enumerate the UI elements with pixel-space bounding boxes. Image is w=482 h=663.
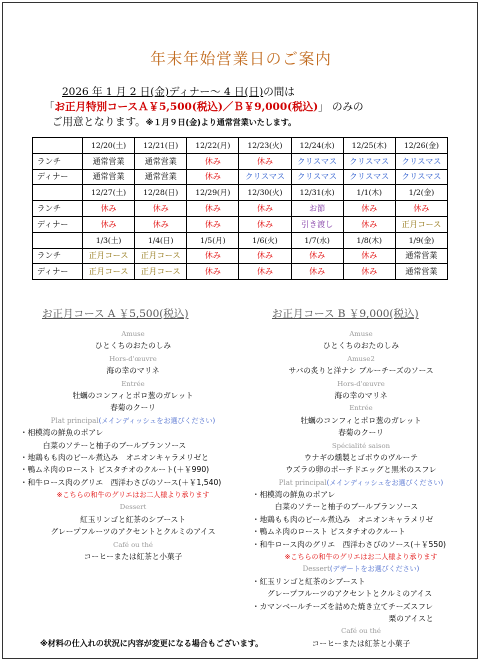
schedule-date: 1/3(土) xyxy=(83,232,135,248)
schedule-status-off: 休み xyxy=(135,216,187,232)
schedule-status-off: 休み xyxy=(187,169,239,185)
schedule-status-xmas: クリスマス xyxy=(291,153,343,169)
schedule-date: 12/24(水) xyxy=(291,138,343,154)
schedule-corner-cell xyxy=(33,232,83,248)
schedule-date: 12/25(木) xyxy=(343,138,395,154)
lunch-label: ランチ xyxy=(33,153,83,169)
menu-section-heading: Plat principal(メインディッシュをお選びください) xyxy=(278,478,444,487)
intro-bracket-close: 」 xyxy=(318,101,329,113)
menu-item: ・和牛ロース肉のグリエ 西洋わさびのソース(＋￥1,540) xyxy=(20,477,222,487)
schedule-date: 12/20(土) xyxy=(83,138,135,154)
schedule-status-xmas: クリスマス xyxy=(343,153,395,169)
schedule-status-open: 通常営業 xyxy=(135,169,187,185)
schedule-status-xmas: クリスマス xyxy=(395,153,447,169)
schedule-date-row xyxy=(33,232,448,248)
schedule-dinner-row xyxy=(33,264,448,280)
dinner-label: ディナー xyxy=(33,264,83,280)
schedule-date-row xyxy=(33,185,448,201)
menu-item: 牡蠣のコンフィとポロ葱のガレット xyxy=(72,390,194,400)
menu-section-heading: Café ou thé xyxy=(341,627,381,636)
schedule-date: 1/4(日) xyxy=(135,232,187,248)
intro-note: ※１月９日(金)より通常営業いたします。 xyxy=(145,118,297,127)
menu-item: ウナギの燻製とゴボウのヴルーテ xyxy=(304,452,418,462)
schedule-status-off: 休み xyxy=(187,216,239,232)
menu-item: グレープフルーツのアクセントとクルミのアイス xyxy=(50,527,216,537)
schedule-status-shoga: 正月コース xyxy=(135,248,187,264)
schedule-status-shoga: 正月コース xyxy=(83,248,135,264)
menu-section-heading: Amuse2 xyxy=(347,354,375,363)
menu-item: 海の幸のマリネ xyxy=(334,390,388,400)
schedule-date-row xyxy=(33,138,448,154)
schedule-date: 12/27(土) xyxy=(83,185,135,201)
menu-section-heading: Dessert(デザートをお選びください) xyxy=(302,565,420,574)
menu-section-heading: Hors-d'œuvre xyxy=(337,379,385,388)
schedule-corner-cell xyxy=(33,138,83,154)
schedule-status-off: 休み xyxy=(135,201,187,217)
schedule-date: 12/26(金) xyxy=(395,138,447,154)
schedule-status-open: 通常営業 xyxy=(395,264,447,280)
schedule-date: 1/7(水) xyxy=(291,232,343,248)
course-a-menu xyxy=(20,328,246,563)
intro-date-end: (日) xyxy=(244,86,264,98)
menu-section-heading: Entrée xyxy=(121,379,145,388)
menu-item: グレープフルーツのアクセントとクルミのアイス xyxy=(252,589,433,599)
menu-item: ・和牛ロース肉のグリエ 西洋わさびのソース(＋￥550) xyxy=(252,539,447,549)
footer-note: ※材料の仕入れの状況に内容が変更になる場合もございます。 xyxy=(40,639,264,648)
menu-item: ・鴨ムネ肉のロースト ピスタチオのクルート xyxy=(252,527,406,537)
menu-item: 海の幸のマリネ xyxy=(106,366,160,376)
schedule-status-off: 休み xyxy=(291,264,343,280)
schedule-status-shoga: 正月コース xyxy=(395,216,447,232)
menu-item: ・紅玉リンゴと紅茶のシブースト xyxy=(252,576,366,586)
menu-item: 紅玉リンゴと紅茶のシブースト xyxy=(80,514,186,524)
schedule-status-off: 休み xyxy=(187,153,239,169)
schedule-status-setsu: お節 xyxy=(291,201,343,217)
intro-line-2 xyxy=(44,99,363,114)
schedule-status-open: 通常営業 xyxy=(135,153,187,169)
menu-item: ・相模湾の鮮魚のポアレ xyxy=(20,428,104,438)
schedule-status-off: 休み xyxy=(239,216,291,232)
schedule-status-off: 休み xyxy=(239,248,291,264)
intro-line-3 xyxy=(52,114,296,129)
schedule-lunch-row xyxy=(33,201,448,217)
schedule-status-xmas: クリスマス xyxy=(239,169,291,185)
menu-section-heading: Plat principal(メインディッシュをお選びください) xyxy=(50,416,216,425)
schedule-status-off: 休み xyxy=(343,216,395,232)
schedule-date: 12/30(火) xyxy=(239,185,291,201)
schedule-date: 1/8(木) xyxy=(343,232,395,248)
schedule-date: 12/31(水) xyxy=(291,185,343,201)
schedule-dinner-row xyxy=(33,216,448,232)
schedule-status-off: 休み xyxy=(343,201,395,217)
schedule-corner-cell xyxy=(33,185,83,201)
menu-section-heading: Spécialité saison xyxy=(332,441,390,450)
schedule-status-hiki: 引き渡し xyxy=(291,216,343,232)
menu-item: ・相模湾の鮮魚のポアレ xyxy=(252,490,336,500)
menu-item: コーヒーまたは紅茶と小菓子 xyxy=(83,552,183,562)
lunch-label: ランチ xyxy=(33,248,83,264)
schedule-date: 1/6(火) xyxy=(239,232,291,248)
intro-mid: (金)ディナー〜 4 日 xyxy=(150,86,245,98)
schedule-dinner-row xyxy=(33,169,448,185)
intro-line3-text: ご用意となります。 xyxy=(52,116,146,128)
schedule-date: 12/23(火) xyxy=(239,138,291,154)
schedule-status-off: 休み xyxy=(239,153,291,169)
menu-item: 白菜のソテーと柚子のブールブランソース xyxy=(20,440,187,450)
intro-line-1 xyxy=(62,84,295,99)
schedule-status-off: 休み xyxy=(239,264,291,280)
menu-item: ・カマンベールチーズを詰めた焼き立てチーズスフレ xyxy=(252,601,434,611)
menu-section-heading: Café ou thé xyxy=(113,540,153,549)
menu-item: ・地鶏もも肉のビール煮込み オニオンキャラメリゼと xyxy=(20,452,209,462)
menu-item: ひとくちのおたのしみ xyxy=(323,341,399,351)
page-title: 年末年始営業日のご案内 xyxy=(150,50,332,68)
schedule-date: 12/21(日) xyxy=(135,138,187,154)
intro-end: の間は xyxy=(263,86,295,98)
schedule-status-xmas: クリスマス xyxy=(395,169,447,185)
intro-line2-end: のみの xyxy=(328,101,364,113)
schedule-status-off: 休み xyxy=(291,248,343,264)
menu-section-heading: Entrée xyxy=(349,404,373,413)
intro-bracket-open: 「 xyxy=(44,101,55,113)
intro-course-prices: お正月特別コースＡ￥5,500(税込)／Ｂ￥9,000(税込) xyxy=(54,101,319,113)
menu-section-heading: Amuse xyxy=(349,330,373,338)
schedule-status-off: 休み xyxy=(83,201,135,217)
menu-item: 白菜のソテーと柚子のブールブランソース xyxy=(252,502,419,512)
schedule-status-off: 休み xyxy=(187,264,239,280)
menu-item: サバの炙りと洋ナシ ブルーチーズのソース xyxy=(288,366,434,376)
schedule-status-open: 通常営業 xyxy=(83,153,135,169)
schedule-status-xmas: クリスマス xyxy=(291,169,343,185)
schedule-date: 12/29(月) xyxy=(187,185,239,201)
menu-section-heading: Dessert xyxy=(119,503,147,512)
menu-note: ※こちらの和牛のグリエはお二人様より承ります xyxy=(56,491,210,500)
schedule-status-off: 休み xyxy=(343,264,395,280)
schedule-status-shoga: 正月コース xyxy=(83,264,135,280)
schedule-status-off: 休み xyxy=(187,201,239,217)
menu-item: 牡蠣のコンフィとポロ葱のガレット xyxy=(300,415,422,425)
schedule-date: 12/28(日) xyxy=(135,185,187,201)
menu-note: ※こちらの和牛のグリエはお二人様より承ります xyxy=(284,553,438,562)
schedule-date: 1/5(月) xyxy=(187,232,239,248)
menu-item: ウズラの卵のポーチドエッグと黒米のスフレ xyxy=(285,465,437,475)
menu-item: 春菊のクーリ xyxy=(338,428,384,438)
intro-date-start: 2026 年 1 月 2 日 xyxy=(62,86,151,98)
menu-item: 栗のアイスと xyxy=(252,613,434,623)
schedule-lunch-row xyxy=(33,248,448,264)
menu-item: ・鴨ムネ肉のロースト ピスタチオのクルート(＋￥990) xyxy=(20,465,210,475)
schedule-status-open: 通常営業 xyxy=(395,248,447,264)
dinner-label: ディナー xyxy=(33,216,83,232)
schedule-status-off: 休み xyxy=(187,248,239,264)
schedule-status-open: 通常営業 xyxy=(83,169,135,185)
course-b-menu xyxy=(252,328,470,650)
schedule-status-off: 休み xyxy=(343,248,395,264)
dinner-label: ディナー xyxy=(33,169,83,185)
menu-item: ・地鶏もも肉のビール煮込み オニオンキャラメリゼ xyxy=(252,514,434,524)
menu-section-heading: Amuse xyxy=(121,330,145,338)
menu-item: ひとくちのおたのしみ xyxy=(95,341,171,351)
schedule-status-off: 休み xyxy=(395,201,447,217)
schedule-status-off: 休み xyxy=(83,216,135,232)
schedule-status-shoga: 正月コース xyxy=(135,264,187,280)
schedule-date: 1/9(金) xyxy=(395,232,447,248)
menu-section-heading: Hors-d'œuvre xyxy=(109,354,157,363)
schedule-date: 1/1(木) xyxy=(343,185,395,201)
schedule-date: 12/22(月) xyxy=(187,138,239,154)
schedule-status-xmas: クリスマス xyxy=(343,169,395,185)
schedule-status-off: 休み xyxy=(239,201,291,217)
menu-item: 春菊のクーリ xyxy=(110,403,156,413)
course-b-title: お正月コース B ￥9,000(税込) xyxy=(272,308,419,320)
schedule-lunch-row xyxy=(33,153,448,169)
schedule-table xyxy=(32,137,448,280)
menu-item: コーヒーまたは紅茶と小菓子 xyxy=(311,638,411,648)
lunch-label: ランチ xyxy=(33,201,83,217)
course-a-title: お正月コース A ￥5,500(税込) xyxy=(42,308,189,320)
schedule-date: 1/2(金) xyxy=(395,185,447,201)
